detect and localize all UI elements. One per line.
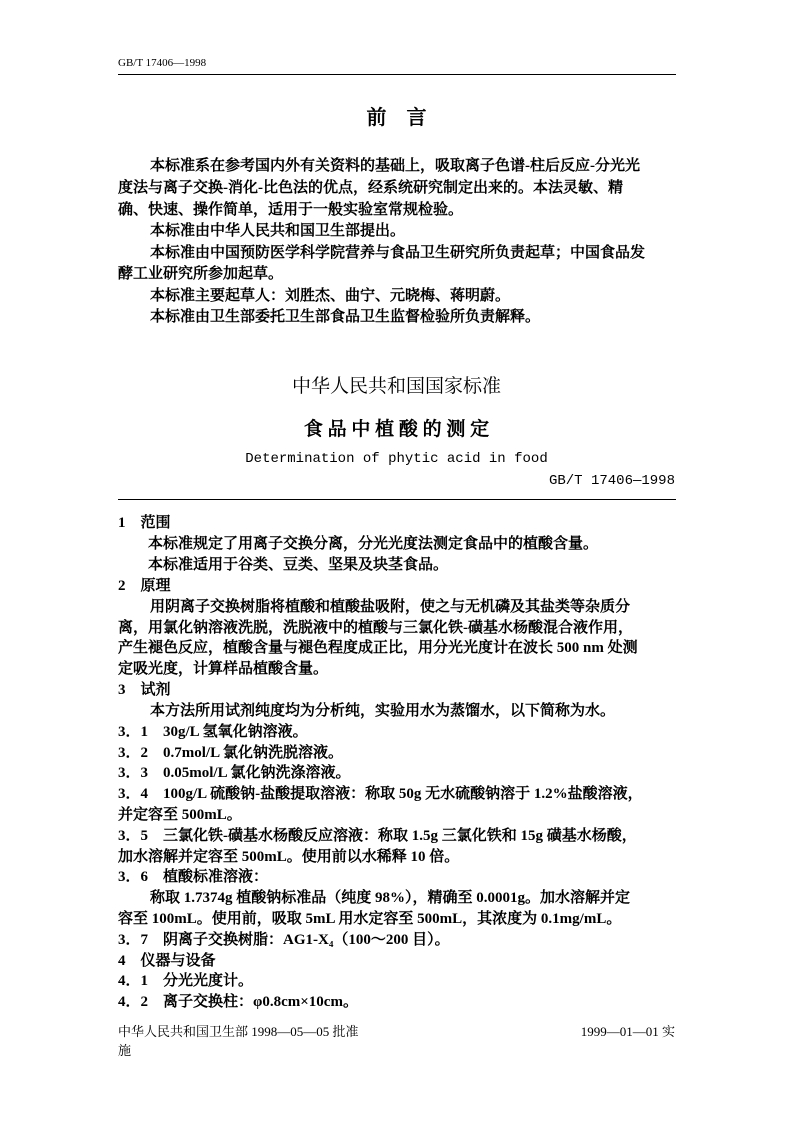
subsection-line: 3．5 三氯化铁-磺基水杨酸反应溶液：称取 1.5g 三氯化铁和 15g 磺基水杨酸， bbox=[118, 828, 637, 844]
standard-code: GB/T 17406—1998 bbox=[548, 473, 675, 489]
standard-issuer: 中华人民共和国国家标准 bbox=[291, 376, 501, 397]
title-rule bbox=[118, 499, 676, 500]
body-line: 用阴离子交换树脂将植酸和植酸盐吸附，使之与无机磷及其盐类等杂质分 bbox=[150, 599, 631, 615]
header-standard-code: GB/T 17406—1998 bbox=[118, 57, 207, 69]
section-heading: 2 原理 bbox=[118, 578, 171, 594]
subsection-line: 3．2 0.7mol/L 氯化钠洗脱溶液。 bbox=[118, 745, 344, 761]
subsection-line: 4．2 离子交换柱：φ0.8cm×10cm。 bbox=[118, 994, 358, 1010]
preface-line: 本标准由卫生部委托卫生部食品卫生监督检验所负责解释。 bbox=[150, 309, 541, 325]
header-rule bbox=[118, 74, 676, 75]
subsection-line: 3．6 植酸标准溶液： bbox=[118, 869, 269, 885]
body-line: 本标准适用于谷类、豆类、坚果及块茎食品。 bbox=[148, 557, 449, 573]
preface-line: 本标准主要起草人：刘胜杰、曲宁、元晓梅、蒋明蔚。 bbox=[150, 288, 511, 304]
body-line: 离，用氯化钠溶液洗脱，洗脱液中的植酸与三氯化铁-磺基水杨酸混合液作用， bbox=[118, 620, 633, 636]
body-line: 加水溶解并定容至 500mL。使用前以水稀释 10 倍。 bbox=[118, 849, 460, 865]
body-line: 称取 1.7374g 植酸钠标准品（纯度 98%），精确至 0.0001g。加水溶解并定 bbox=[150, 890, 631, 906]
preface-line: 本标准由中国预防医学科学院营养与食品卫生研究所负责起草；中国食品发 bbox=[150, 245, 646, 261]
footer-implementation: 1999—01—01 实 bbox=[580, 1024, 675, 1039]
subsection-line: 3．4 100g/L 硫酸钠-盐酸提取溶液：称取 50g 无水硫酸钠溶于 1.2%盐酸溶液， bbox=[118, 786, 643, 802]
body-line: 本方法所用试剂纯度均为分析纯，实验用水为蒸馏水，以下简称为水。 bbox=[150, 703, 616, 719]
preface-line: 酵工业研究所参加起草。 bbox=[118, 266, 284, 282]
section-heading: 3 试剂 bbox=[118, 682, 171, 698]
subsection-line: 3．1 30g/L 氢氧化钠溶液。 bbox=[118, 724, 308, 740]
body-line: 本标准规定了用离子交换分离，分光光度法测定食品中的植酸含量。 bbox=[148, 536, 599, 552]
standard-title: 食 品 中 植 酸 的 测 定 bbox=[303, 419, 490, 440]
subsection-line: 3．7 阴离子交换树脂：AG1-X₄（100～200 目）。 bbox=[118, 932, 450, 948]
body-line: 定吸光度，计算样品植酸含量。 bbox=[118, 661, 329, 677]
standard-english-title: Determination of phytic acid in food bbox=[245, 451, 548, 467]
footer-approval: 中华人民共和国卫生部 1998—05—05 批准 bbox=[118, 1024, 359, 1039]
preface-line: 本标准系在参考国内外有关资料的基础上，吸取离子色谱-柱后反应-分光光 bbox=[150, 158, 640, 174]
section-heading: 4 仪器与设备 bbox=[118, 953, 216, 969]
subsection-line: 3．3 0.05mol/L 氯化钠洗涤溶液。 bbox=[118, 765, 351, 781]
preface-line: 度法与离子交换-消化-比色法的优点，经系统研究制定出来的。本法灵敏、精 bbox=[118, 180, 623, 196]
preface-title: 前 言 bbox=[366, 107, 427, 129]
body-line: 容至 100mL。使用前，吸取 5mL 用水定容至 500mL，其浓度为 0.1mg/mL。 bbox=[118, 911, 622, 927]
subsection-line: 4．1 分光光度计。 bbox=[118, 973, 254, 989]
body-line: 并定容至 500mL。 bbox=[118, 807, 242, 823]
footer-approval-continued: 施 bbox=[118, 1043, 132, 1058]
body-line: 产生褪色反应，植酸含量与褪色程度成正比，用分光光度计在波长 500 nm 处测 bbox=[118, 640, 638, 656]
section-heading: 1 范围 bbox=[118, 515, 171, 531]
preface-line: 确、快速、操作简单，适用于一般实验室常规检验。 bbox=[118, 202, 464, 218]
preface-line: 本标准由中华人民共和国卫生部提出。 bbox=[150, 223, 406, 239]
